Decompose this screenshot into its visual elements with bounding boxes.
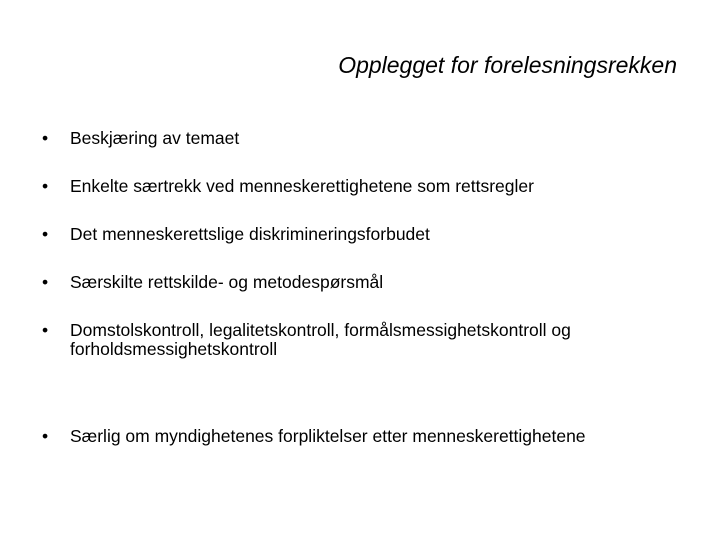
- list-item: [42, 177, 682, 196]
- list-item: [42, 129, 682, 148]
- list-item: [42, 273, 682, 292]
- bullet-icon: •: [42, 128, 49, 148]
- list-item: [42, 225, 682, 244]
- bullet-icon: •: [42, 224, 49, 244]
- bullet-icon: •: [42, 426, 49, 446]
- list-item-text: Særskilte rettskilde- og metodespørsmål: [70, 272, 384, 292]
- list-item-text: Beskjæring av temaet: [70, 128, 240, 148]
- list-item-text: Særlig om myndighetenes forpliktelser etter menneskerettighetene: [70, 426, 586, 446]
- list-item-text: Det menneskerettslige diskrimineringsforbudet: [70, 224, 430, 244]
- list-item-text: Enkelte særtrekk ved menneskerettighetene som rettsregler: [70, 176, 534, 196]
- list-item: [42, 427, 682, 446]
- bullet-icon: •: [42, 272, 49, 292]
- list-item-text: Domstolskontroll, legalitetskontroll, formålsmessighetskontroll og forholdsmessighetskontroll: [70, 320, 571, 359]
- list-item: [42, 321, 682, 359]
- bullet-icon: •: [42, 176, 49, 196]
- bullet-icon: •: [42, 320, 49, 340]
- slide-title: Opplegget for forelesningsrekken: [338, 52, 677, 78]
